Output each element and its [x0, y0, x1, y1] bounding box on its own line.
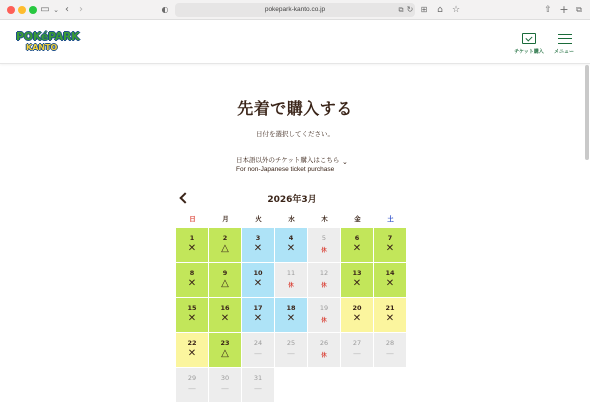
calendar-day-cell[interactable] [209, 333, 241, 367]
star-bookmark-icon[interactable]: ☆ [451, 5, 461, 15]
calendar-day-cell[interactable] [176, 228, 208, 262]
availability-mark: 休 [321, 283, 327, 289]
calendar-day-cell [176, 368, 208, 402]
day-number: 10 [253, 269, 263, 277]
availability-mark: 休 [321, 318, 327, 324]
day-number: 29 [187, 374, 197, 382]
calendar-day-cell [275, 263, 307, 297]
day-number: 26 [319, 339, 329, 347]
availability-mark: ✕ [187, 313, 197, 324]
chevron-down-icon: ⌄ [342, 158, 348, 166]
availability-mark: ✕ [286, 243, 296, 254]
non-japanese-purchase-link[interactable] [234, 155, 354, 177]
day-number: 6 [354, 234, 360, 242]
shield-icon[interactable]: ◐ [161, 5, 169, 14]
availability-mark: — [386, 349, 394, 358]
day-number: 25 [286, 339, 296, 347]
calendar-day-cell [308, 263, 340, 297]
chevron-down-icon[interactable]: ⌄ [53, 6, 59, 14]
menu-button[interactable] [544, 28, 584, 60]
weekday-sun: 日 [189, 215, 196, 223]
day-number: 21 [385, 304, 395, 312]
calendar-day-cell[interactable] [176, 333, 208, 367]
calendar-month-title: 2026年3月 [267, 195, 317, 205]
day-number: 1 [189, 234, 195, 242]
new-tab-plus-icon[interactable]: + [559, 3, 569, 16]
availability-mark: ✕ [253, 278, 263, 289]
calendar-day-cell[interactable] [209, 228, 241, 262]
url-text: pokepark-kanto.co.jp [264, 6, 326, 13]
day-number: 24 [253, 339, 263, 347]
address-bar[interactable] [175, 3, 415, 17]
logo-wordmark-bottom: KANTO [26, 43, 58, 52]
availability-mark: ✕ [187, 243, 197, 254]
availability-mark: ✕ [187, 278, 197, 289]
calendar-day-cell[interactable] [341, 263, 373, 297]
weekday-fri: 金 [354, 215, 361, 223]
tab-overview-icon[interactable]: ⧉ [576, 5, 582, 14]
calendar-day-cell[interactable] [176, 263, 208, 297]
day-number: 23 [220, 339, 230, 347]
day-number: 28 [385, 339, 395, 347]
day-number: 3 [255, 234, 261, 242]
availability-mark: ✕ [352, 243, 362, 254]
availability-mark: △ [221, 278, 229, 289]
day-number: 14 [385, 269, 395, 277]
day-number: 27 [352, 339, 362, 347]
availability-mark: ✕ [253, 313, 263, 324]
day-number: 20 [352, 304, 362, 312]
availability-mark: 休 [321, 248, 327, 254]
availability-mark: ✕ [352, 278, 362, 289]
calendar-day-cell [242, 368, 274, 402]
weekday-sat: 土 [387, 215, 394, 223]
calendar-day-cell [308, 228, 340, 262]
availability-mark: ✕ [352, 313, 362, 324]
availability-mark: ✕ [253, 243, 263, 254]
day-number: 16 [220, 304, 230, 312]
calendar-day-cell [242, 333, 274, 367]
availability-mark: — [353, 349, 361, 358]
day-number: 8 [189, 269, 195, 277]
calendar-day-cell[interactable] [209, 263, 241, 297]
ticket-icon [522, 33, 536, 44]
availability-mark: △ [221, 348, 229, 359]
calendar-day-cell [341, 333, 373, 367]
day-number: 5 [321, 234, 327, 242]
forward-arrow-icon[interactable]: › [79, 4, 83, 15]
calendar-day-cell [308, 298, 340, 332]
browser-toolbar [0, 0, 590, 20]
availability-mark: ✕ [187, 348, 197, 359]
day-number: 30 [220, 374, 230, 382]
availability-mark: ✕ [385, 313, 395, 324]
availability-mark: ✕ [286, 313, 296, 324]
availability-mark: 休 [321, 353, 327, 359]
calendar-day-cell [275, 333, 307, 367]
weekday-tue: 火 [255, 215, 262, 223]
translate-icon[interactable]: ⧉ [398, 6, 404, 14]
site-header [0, 20, 590, 64]
day-number: 9 [222, 269, 228, 277]
calendar-day-cell[interactable] [242, 298, 274, 332]
day-number: 19 [319, 304, 329, 312]
day-number: 4 [288, 234, 294, 242]
hamburger-menu-icon [558, 34, 572, 44]
calendar-day-cell [308, 333, 340, 367]
calendar-day-cell[interactable] [374, 228, 406, 262]
page-title: 先着で購入する [237, 99, 353, 118]
calendar-grid [176, 228, 408, 406]
availability-mark: ✕ [220, 313, 230, 324]
share-icon[interactable]: ⇧ [544, 5, 552, 15]
ticket-purchase-button[interactable] [509, 28, 549, 60]
reload-icon[interactable]: ↻ [406, 5, 414, 14]
home-icon[interactable]: ⌂ [437, 5, 443, 15]
day-number: 31 [253, 374, 263, 382]
calendar-day-cell[interactable] [275, 228, 307, 262]
extensions-grid-icon[interactable]: ⊞ [420, 5, 428, 14]
day-number: 15 [187, 304, 197, 312]
availability-mark: ✕ [385, 278, 395, 289]
date-instruction: 日付を選択してください。 [256, 130, 334, 138]
day-number: 13 [352, 269, 362, 277]
day-number: 7 [387, 234, 393, 242]
day-number: 17 [253, 304, 263, 312]
day-number: 22 [187, 339, 197, 347]
calendar-day-cell[interactable] [341, 228, 373, 262]
weekday-thu: 木 [321, 215, 328, 223]
weekday-mon: 月 [222, 215, 229, 223]
pokepark-kanto-logo[interactable] [16, 30, 80, 56]
close-window-icon[interactable] [7, 6, 15, 14]
sidebar-toggle-icon[interactable]: ▭ [40, 4, 50, 15]
availability-mark: 休 [288, 283, 294, 289]
weekday-header [176, 214, 408, 226]
availability-mark: — [254, 349, 262, 358]
lang-link-english: For non-Japanese ticket purchase [236, 166, 335, 173]
availability-mark: △ [221, 243, 229, 254]
calendar-day-cell[interactable] [341, 298, 373, 332]
day-number: 11 [286, 269, 296, 277]
zoom-window-icon[interactable] [29, 6, 37, 14]
availability-mark: ✕ [385, 243, 395, 254]
logo-wordmark-top: POKéPARK [16, 30, 80, 43]
calendar-day-cell[interactable] [275, 298, 307, 332]
availability-mark: — [287, 349, 295, 358]
day-number: 12 [319, 269, 329, 277]
calendar-day-cell[interactable] [176, 298, 208, 332]
availability-mark: — [188, 384, 196, 393]
calendar-day-cell[interactable] [374, 263, 406, 297]
calendar-day-cell[interactable] [242, 263, 274, 297]
calendar-day-cell [209, 368, 241, 402]
calendar-day-cell[interactable] [374, 298, 406, 332]
calendar-day-cell[interactable] [242, 228, 274, 262]
weekday-wed: 水 [288, 215, 295, 223]
ticket-purchase-label: チケット購入 [514, 49, 544, 55]
back-arrow-icon[interactable]: ‹ [65, 4, 69, 15]
calendar-day-cell[interactable] [209, 298, 241, 332]
minimize-window-icon[interactable] [18, 6, 26, 14]
day-number: 2 [222, 234, 228, 242]
calendar-day-cell [374, 333, 406, 367]
lang-link-japanese: 日本語以外のチケット購入はこちら [236, 156, 340, 164]
day-number: 18 [286, 304, 296, 312]
menu-label: メニュー [553, 49, 574, 55]
availability-mark: — [221, 384, 229, 393]
availability-mark: — [254, 384, 262, 393]
